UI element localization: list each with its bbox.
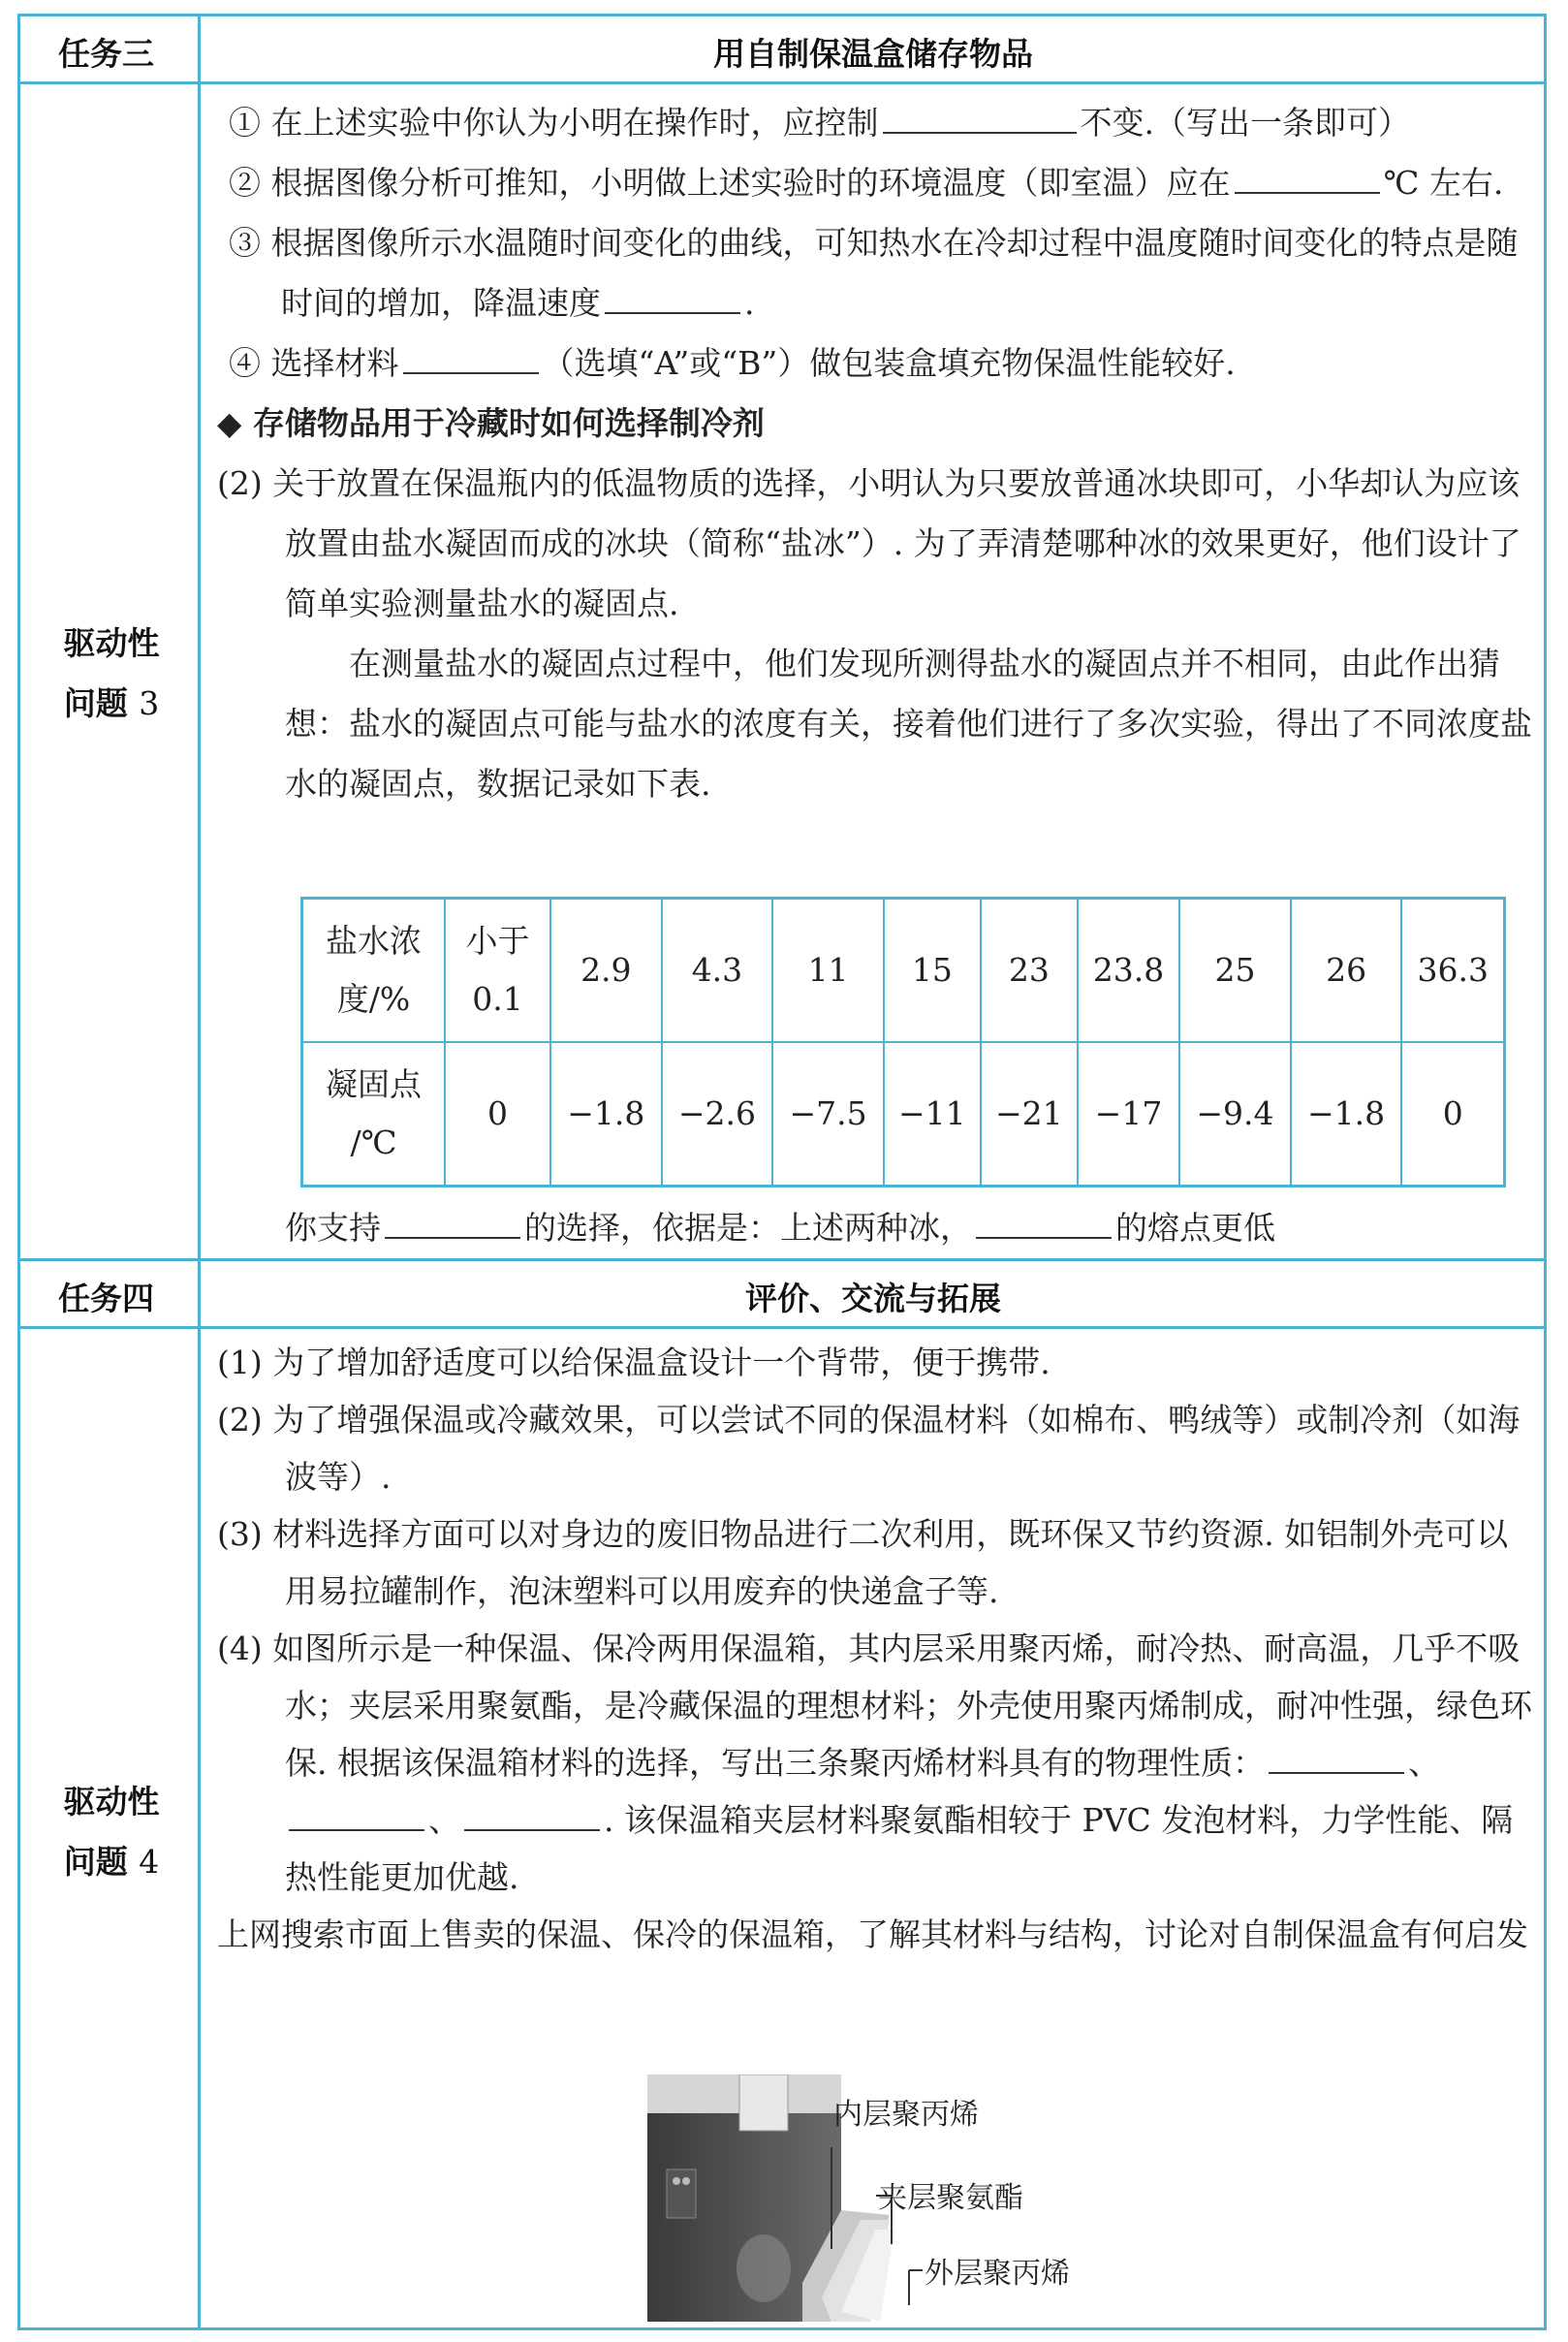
- answer-blank[interactable]: [883, 103, 1077, 134]
- table-cell: −11: [884, 1042, 981, 1187]
- table-cell: −7.5: [772, 1042, 884, 1187]
- table-cell: 2.9: [550, 899, 662, 1043]
- question-2: ② 根据图像分析可推知，小明做上述实验时的环境温度（即室温）应在 ℃ 左右.: [229, 164, 1504, 202]
- task4-side-label: 驱动性 问题 4: [63, 1783, 160, 1881]
- table-cell: −21: [981, 1042, 1078, 1187]
- table-cell: 23.8: [1078, 899, 1179, 1043]
- task3-side-label: 驱动性 问题 3: [63, 624, 160, 722]
- answer-blank[interactable]: [464, 1800, 600, 1831]
- part-2-intro: (2) 关于放置在保温瓶内的低温物质的选择，小明认为只要放普通冰块即可，小华却认为应该放置由盐水凝固而成的冰块（简称“盐冰”）. 为了弄清楚哪种冰的效果更好，他们设计了简单实验测量盐水的凝固点.: [217, 464, 1521, 622]
- table-cell: 26: [1291, 899, 1402, 1043]
- table-cell: 4.3: [662, 899, 773, 1043]
- point-4: (4) 如图所示是一种保温、保冷两用保温箱，其内层采用聚丙烯，耐冷热、耐高温，几乎不吸水；夹层采用聚氨酯，是冷藏保温的理想材料；外壳使用聚丙烯制成，耐冲性强，绿色环保. 根据该保温箱材料的选择，写出三条聚丙烯材料具有的物理性质： 、、 . 该保温箱夹层材料聚氨酯相较于 PVC 发泡材料，力学性能、隔热性能更加优越.: [217, 1630, 1532, 1896]
- row-header: 凝固点 /℃: [302, 1042, 446, 1187]
- table-cell: −9.4: [1179, 1042, 1291, 1187]
- row-header: 盐水浓 度/%: [302, 899, 446, 1043]
- table-cell: 小于 0.1: [445, 899, 550, 1043]
- table-cell: −2.6: [662, 1042, 773, 1187]
- label-outer-layer: 外层聚丙烯: [925, 2257, 1070, 2291]
- task3-content: [217, 93, 1535, 814]
- answer-blank[interactable]: [1269, 1743, 1404, 1774]
- point-1: (1) 为了增加舒适度可以给保温盒设计一个背带，便于携带.: [217, 1344, 1051, 1381]
- column-divider: [198, 14, 201, 2330]
- table-cell: 0: [1401, 1042, 1504, 1187]
- table-cell: 23: [981, 899, 1078, 1043]
- answer-blank[interactable]: [403, 343, 539, 374]
- table-cell: −1.8: [550, 1042, 662, 1187]
- salt-water-table: [300, 897, 1506, 1187]
- table-cell: 36.3: [1401, 899, 1504, 1043]
- answer-blank[interactable]: [289, 1800, 424, 1831]
- divider: [17, 1258, 1547, 1261]
- task3-title: 用自制保温盒储存物品: [713, 35, 1033, 73]
- task4-label: 任务四: [58, 1280, 154, 1317]
- question-4: ④ 选择材料 （选填“A”或“B”）做包装盒填充物保温性能较好.: [229, 344, 1236, 382]
- task3-label: 任务三: [58, 35, 154, 73]
- task4-title: 评价、交流与拓展: [745, 1280, 1001, 1317]
- section-heading: ◆ 存储物品用于冷藏时如何选择制冷剂: [217, 404, 765, 442]
- table-cell: −1.8: [1291, 1042, 1402, 1187]
- support-line: 你支持 的选择，依据是：上述两种冰， 的熔点更低: [285, 1209, 1275, 1247]
- question-1: ① 在上述实验中你认为小明在操作时，应控制 不变.（写出一条即可）: [229, 104, 1410, 142]
- point-3: (3) 材料选择方面可以对身边的废旧物品进行二次利用，既环保又节约资源. 如铝制外壳可以用易拉罐制作，泡沫塑料可以用废弃的快递盒子等.: [217, 1515, 1509, 1610]
- cooler-box-figure: [647, 2074, 1190, 2322]
- label-middle-layer: 夹层聚氨酯: [878, 2181, 1023, 2215]
- table-cell: 11: [772, 899, 884, 1043]
- divider: [17, 81, 1547, 84]
- part-2-body: 在测量盐水的凝固点过程中，他们发现所测得盐水的凝固点并不相同，由此作出猜想：盐水的凝固点可能与盐水的浓度有关，接着他们进行了多次实验，得出了不同浓度盐水的凝固点，数据记录如下表.: [285, 645, 1532, 803]
- answer-blank[interactable]: [976, 1208, 1112, 1239]
- label-inner-layer: 内层聚丙烯: [833, 2098, 979, 2132]
- task4-content: [217, 1334, 1535, 1963]
- table-row: [302, 899, 1505, 1043]
- answer-blank[interactable]: [605, 283, 740, 314]
- table-cell: −17: [1078, 1042, 1179, 1187]
- point-2: (2) 为了增强保温或冷藏效果，可以尝试不同的保温材料（如棉布、鸭绒等）或制冷剂（如海波等）.: [217, 1401, 1521, 1496]
- divider: [17, 1326, 1547, 1329]
- question-3: ③ 根据图像所示水温随时间变化的曲线，可知热水在冷却过程中温度随时间变化的特点是随时间的增加，降温速度 .: [229, 224, 1519, 322]
- research-task: 上网搜索市面上售卖的保温、保冷的保温箱，了解其材料与结构，讨论对自制保温盒有何启发: [217, 1915, 1528, 1953]
- table-cell: 25: [1179, 899, 1291, 1043]
- table-cell: 15: [884, 899, 981, 1043]
- answer-blank[interactable]: [385, 1208, 520, 1239]
- answer-blank[interactable]: [1235, 163, 1380, 194]
- table-cell: 0: [445, 1042, 550, 1187]
- table-row: [302, 1042, 1505, 1187]
